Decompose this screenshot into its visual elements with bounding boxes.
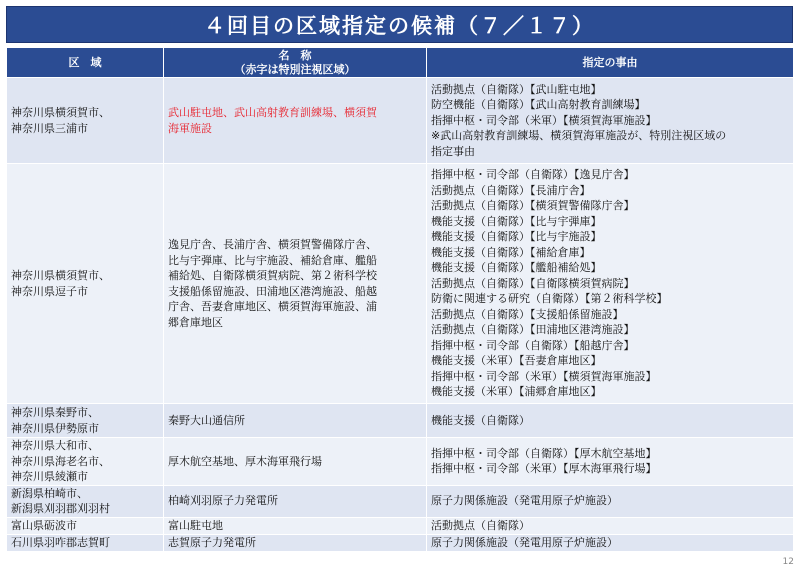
facility-name-line: 秦野大山通信所 — [168, 413, 245, 427]
header-name-note: （赤字は特別注視区域） — [234, 62, 356, 76]
region-cell — [7, 164, 164, 404]
facility-name-cell — [164, 485, 427, 517]
table-body — [7, 78, 794, 552]
reason-line: 指揮中枢・司令部（自衛隊）【厚木航空基地】 — [431, 446, 657, 460]
facility-name-line: 逸見庁舎、長浦庁舎、横須賀警備隊庁舎、 — [168, 238, 377, 251]
reason-line: 機能支援（米軍）【吾妻倉庫地区】 — [431, 354, 602, 368]
header-reason: 指定の事由 — [427, 48, 794, 78]
facility-name-cell — [164, 534, 427, 551]
page-title: ４回目の区域指定の候補（７／１７） — [204, 13, 595, 38]
reason-line: 原子力関係施設（発電用原子炉施設） — [431, 494, 618, 508]
reason-line: 指揮中枢・司令部（米軍）【横須賀海軍施設】 — [431, 113, 657, 127]
table-row — [7, 485, 794, 517]
reason-cell — [427, 404, 794, 438]
region-line: 神奈川県伊勢原市 — [11, 421, 99, 435]
facility-name-line: 富山駐屯地 — [168, 518, 223, 532]
region-cell — [7, 534, 164, 551]
header-name — [164, 48, 427, 78]
reason-line: 機能支援（米軍）【浦郷倉庫地区】 — [431, 385, 602, 399]
facility-name-line: 比与宇弾庫、比与宇施設、補給倉庫、艦船 — [168, 253, 377, 267]
page-title-bar — [6, 6, 793, 43]
region-cell — [7, 485, 164, 517]
table-row — [7, 78, 794, 164]
table-row — [7, 517, 794, 534]
reason-line: 指揮中枢・司令部（自衛隊）【船越庁舎】 — [431, 338, 635, 352]
reason-line: ※武山高射教育訓練場、横須賀海軍施設が、特別注視区域の — [431, 129, 727, 143]
reason-line: 活動拠点（自衛隊）【長浦庁舎】 — [431, 183, 591, 197]
reason-line: 機能支援（自衛隊）【比与宇弾庫】 — [431, 214, 602, 228]
reason-cell — [427, 485, 794, 517]
facility-name-line: 郷倉庫地区 — [168, 315, 223, 329]
facility-name-cell — [164, 517, 427, 534]
reason-line: 機能支援（自衛隊）【補給倉庫】 — [431, 245, 591, 259]
reason-line: 防空機能（自衛隊）【武山高射教育訓練場】 — [431, 98, 646, 112]
reason-line: 指定事由 — [431, 144, 475, 158]
page-number: 12 — [782, 557, 794, 567]
reason-line: 機能支援（自衛隊）【比与宇施設】 — [431, 230, 602, 244]
region-line: 神奈川県大和市、 — [11, 439, 99, 452]
designation-table — [6, 47, 794, 552]
reason-line: 活動拠点（自衛隊）【武山駐屯地】 — [431, 82, 602, 96]
facility-name-line: 支援船係留施設、田浦地区港湾施設、船越 — [168, 284, 377, 298]
reason-cell — [427, 517, 794, 534]
reason-line: 機能支援（自衛隊）【艦船補給処】 — [431, 261, 602, 275]
reason-line: 活動拠点（自衛隊）【田浦地区港湾施設】 — [431, 323, 635, 337]
region-line: 神奈川県綾瀬市 — [11, 470, 88, 483]
region-line: 神奈川県横須賀市、 — [11, 106, 110, 119]
region-line: 神奈川県海老名市、 — [11, 454, 110, 468]
facility-name-line: 庁舎、吾妻倉庫地区、横須賀海軍施設、浦 — [168, 300, 377, 313]
table-row — [7, 438, 794, 486]
region-line: 新潟県刈羽郡刈羽村 — [11, 502, 110, 515]
reason-line: 指揮中枢・司令部（米軍）【厚木海軍飛行場】 — [431, 462, 657, 476]
header-region: 区 域 — [7, 48, 164, 78]
reason-cell — [427, 438, 794, 486]
table-header-row — [7, 48, 794, 78]
facility-name-line: 海軍施設 — [168, 121, 212, 135]
facility-name-line: 武山駐屯地、武山高射教育訓練場、横須賀 — [168, 106, 377, 119]
facility-name-line: 補給処、自衛隊横須賀病院、第２術科学校 — [168, 269, 377, 282]
header-name-title: 名 称 — [278, 48, 312, 62]
region-cell — [7, 78, 164, 164]
reason-line: 機能支援（自衛隊） — [431, 413, 530, 427]
region-line: 石川県羽咋郡志賀町 — [11, 535, 110, 549]
facility-name-cell — [164, 164, 427, 404]
reason-line: 活動拠点（自衛隊）【横須賀警備隊庁舎】 — [431, 199, 635, 213]
region-line: 新潟県柏崎市、 — [11, 486, 88, 500]
facility-name-cell — [164, 404, 427, 438]
reason-line: 活動拠点（自衛隊）【支援船係留施設】 — [431, 307, 624, 321]
region-line: 神奈川県横須賀市、 — [11, 269, 110, 282]
region-cell — [7, 438, 164, 486]
region-line: 神奈川県三浦市 — [11, 121, 88, 135]
facility-name-cell — [164, 438, 427, 486]
table-row — [7, 404, 794, 438]
reason-line: 防衛に関連する研究（自衛隊）【第２術科学校】 — [431, 292, 668, 306]
region-line: 神奈川県秦野市、 — [11, 406, 99, 419]
table-row — [7, 534, 794, 551]
reason-cell — [427, 78, 794, 164]
reason-cell — [427, 164, 794, 404]
facility-name-cell — [164, 78, 427, 164]
facility-name-line: 厚木航空基地、厚木海軍飛行場 — [168, 454, 322, 468]
facility-name-line: 志賀原子力発電所 — [168, 535, 256, 549]
reason-cell — [427, 534, 794, 551]
region-cell — [7, 517, 164, 534]
region-line: 富山県砺波市 — [11, 518, 77, 532]
region-line: 神奈川県逗子市 — [11, 284, 88, 298]
reason-line: 原子力関係施設（発電用原子炉施設） — [431, 535, 618, 549]
table-row — [7, 164, 794, 404]
reason-line: 活動拠点（自衛隊）【自衛隊横須賀病院】 — [431, 276, 635, 290]
reason-line: 指揮中枢・司令部（自衛隊）【逸見庁舎】 — [431, 168, 635, 182]
reason-line: 指揮中枢・司令部（米軍）【横須賀海軍施設】 — [431, 369, 657, 383]
facility-name-line: 柏崎刈羽原子力発電所 — [168, 494, 278, 508]
reason-line: 活動拠点（自衛隊） — [431, 518, 530, 532]
region-cell — [7, 404, 164, 438]
